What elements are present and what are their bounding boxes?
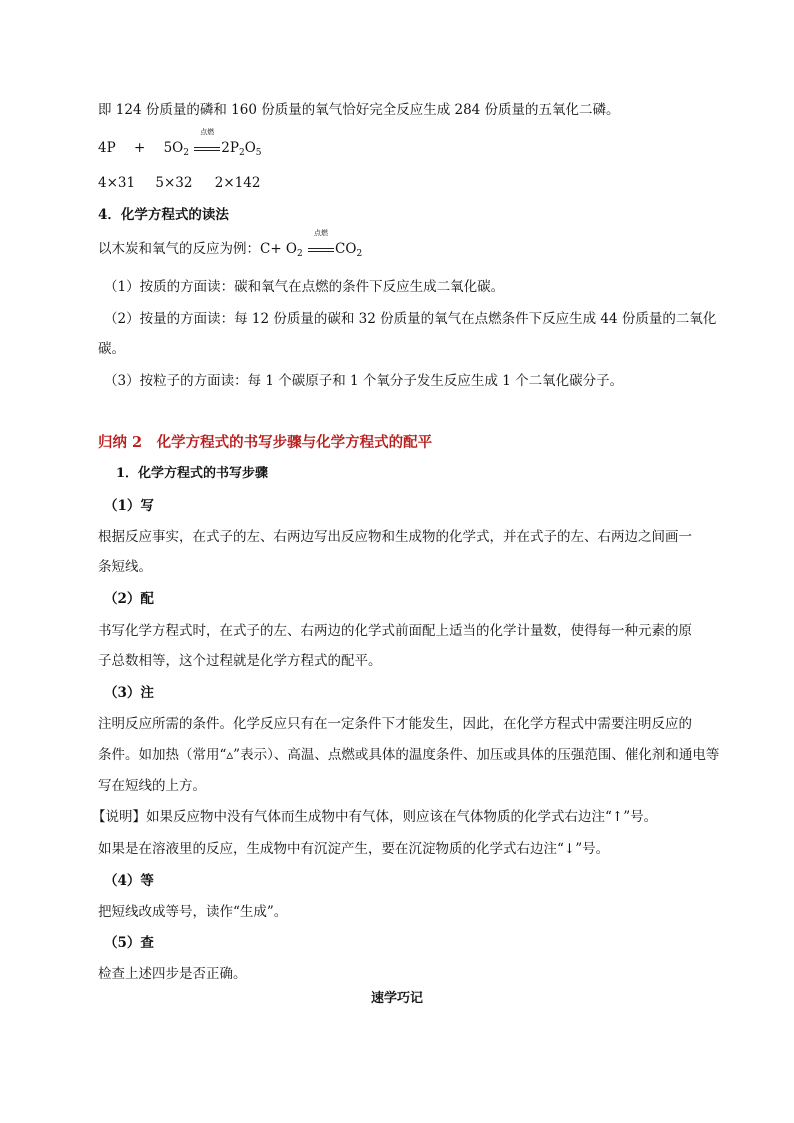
- product-co2: CO: [335, 241, 357, 257]
- paragraph-mass-ratio: 即 124 份质量的磷和 160 份质量的氧气恰好完全反应生成 284 份质量的五氧化二磷。: [98, 102, 620, 118]
- equation-prefix: 以木炭和氧气的反应为例：C+ O: [98, 241, 297, 257]
- step-5-label: （5）查: [104, 935, 154, 951]
- equation-phosphorus: [98, 128, 734, 158]
- heading-reading-method: 4．化学方程式的读法: [98, 207, 229, 223]
- condition-label: 点燃: [200, 128, 215, 136]
- mass-row: [98, 174, 734, 192]
- footer-title: 速学巧记: [370, 991, 423, 1006]
- step-3-text-cont: 条件。如加热（常用“▵”表示）、高温、点燃或具体的温度条件、加压或具体的压强范围、催化剂和通电等: [98, 747, 720, 763]
- condition-label: 点燃: [314, 229, 329, 237]
- subscript: 2: [356, 249, 363, 259]
- subscript: 2: [238, 148, 245, 158]
- step-4-text: 把短线改成等号，读作“生成”。: [98, 904, 288, 920]
- step-1-text-cont: 条短线。: [98, 559, 152, 575]
- note-precipitate: 如果是在溶液里的反应，生成物中有沉淀产生，要在沉淀物质的化学式右边注“↓”号。: [98, 841, 610, 857]
- step-3-label: （3）注: [104, 685, 154, 701]
- reaction-arrow: [307, 229, 335, 258]
- product-o: O: [244, 140, 256, 156]
- subheading-steps: 1．化学方程式的书写步骤: [116, 466, 269, 481]
- mass-o2: 5×32: [155, 175, 193, 191]
- step-2-text: 书写化学方程式时，在式子的左、右两边的化学式前面配上适当的化学计量数，使得每一种元素的原: [98, 623, 692, 639]
- step-1-text: 根据反应事实，在式子的左、右两边写出反应物和生成物的化学式，并在式子的左、右两边之间画一: [98, 529, 692, 545]
- step-5-text: 检查上述四步是否正确。: [98, 966, 247, 982]
- step-2-label: （2）配: [104, 591, 154, 607]
- reading-2: （2）按量的方面读：每 12 份质量的碳和 32 份质量的氧气在点燃条件下反应生成 44 份质量的二氧化: [104, 311, 717, 327]
- note-gas: 【说明】如果反应物中没有气体而生成物中有气体，则应该在气体物质的化学式右边注“↑”号。: [92, 809, 658, 825]
- plus-sign: +: [133, 140, 146, 156]
- mass-p: 4×31: [98, 175, 136, 191]
- equation-carbon: [98, 229, 734, 259]
- reading-3: （3）按粒子的方面读：每 1 个碳原子和 1 个氧分子发生反应生成 1 个二氧化碳分子。: [104, 373, 624, 389]
- section-title: 归纳 2 化学方程式的书写步骤与化学方程式的配平: [98, 434, 433, 451]
- subscript: 2: [297, 249, 303, 259]
- step-3-text-end: 写在短线的上方。: [98, 778, 206, 794]
- reading-1: （1）按质的方面读：碳和氧气在点燃的条件下反应生成二氧化碳。: [104, 279, 505, 295]
- reactant-o2: 5O: [163, 140, 184, 156]
- step-2-text-cont: 子总数相等，这个过程就是化学方程式的配平。: [98, 653, 382, 669]
- subscript: 5: [255, 148, 262, 158]
- subscript: 2: [183, 148, 189, 158]
- reading-2-cont: 碳。: [98, 341, 125, 357]
- mass-p2o5: 2×142: [214, 175, 261, 191]
- product-p2o5: 2P: [221, 140, 239, 156]
- reaction-arrow: [193, 128, 221, 157]
- step-4-label: （4）等: [104, 873, 154, 889]
- step-1-label: （1）写: [104, 498, 154, 514]
- step-3-text: 注明反应所需的条件。化学反应只有在一定条件下才能发生，因此，在化学方程式中需要注明反应的: [98, 716, 692, 732]
- reactant-p: 4P: [98, 140, 116, 156]
